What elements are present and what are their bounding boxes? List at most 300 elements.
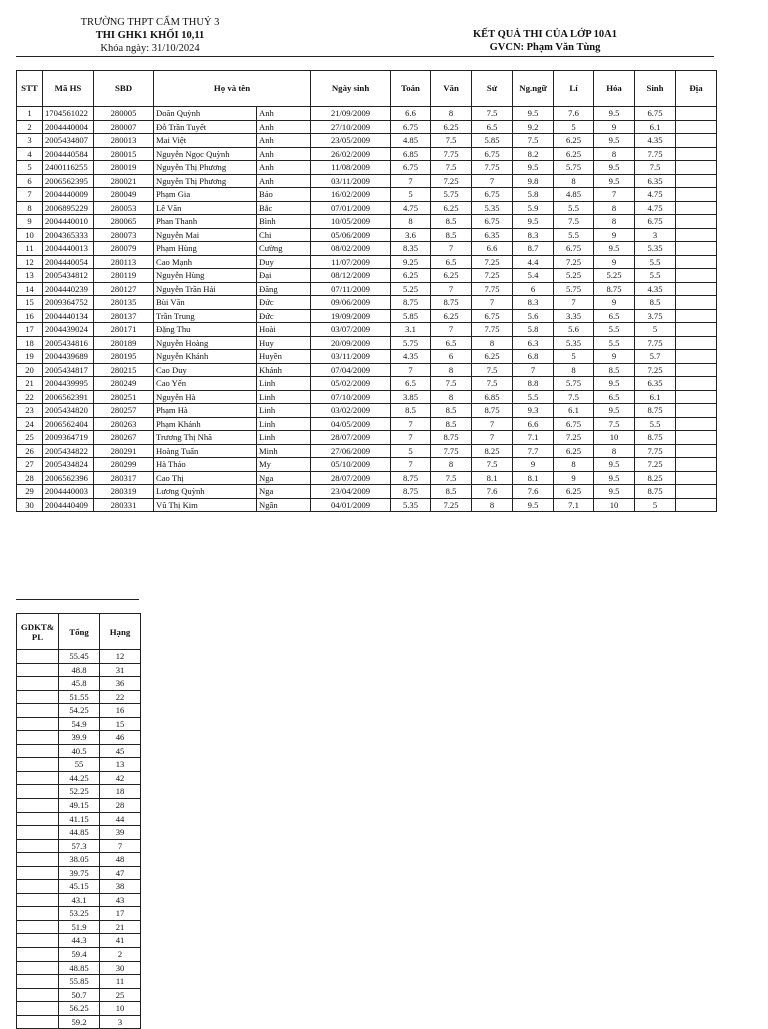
cell-toan: 7 <box>391 458 431 472</box>
cell-stt: 16 <box>17 309 43 323</box>
cell-toan: 5.75 <box>391 336 431 350</box>
cell-sbd: 280073 <box>94 228 154 242</box>
cell-ten: Anh <box>257 174 311 188</box>
cell-sbd: 280135 <box>94 296 154 310</box>
table-row <box>17 323 717 337</box>
cell-li: 5.5 <box>554 228 594 242</box>
cell-toan: 5 <box>391 444 431 458</box>
table-row <box>17 147 717 161</box>
cell-tong: 54.25 <box>59 704 100 718</box>
cell-li: 5.6 <box>554 323 594 337</box>
cell-ngaysinh: 23/05/2009 <box>311 134 391 148</box>
cell-li: 6.75 <box>554 417 594 431</box>
cell-mahs: 2004440134 <box>43 309 94 323</box>
cell-hang: 15 <box>100 717 141 731</box>
cell-dia <box>676 188 717 202</box>
cell-sinh: 5.35 <box>635 242 676 256</box>
cell-hang: 30 <box>100 961 141 975</box>
cell-tong: 38.05 <box>59 853 100 867</box>
cell-li: 6.25 <box>554 134 594 148</box>
cell-stt: 5 <box>17 161 43 175</box>
cell-ngaysinh: 05/02/2009 <box>311 377 391 391</box>
results-body <box>17 107 717 512</box>
cell-li: 6.1 <box>554 404 594 418</box>
cell-hang: 3 <box>100 1015 141 1029</box>
cell-stt: 4 <box>17 147 43 161</box>
cell-stt: 8 <box>17 201 43 215</box>
cell-tong: 39.75 <box>59 866 100 880</box>
cell-sinh: 6.35 <box>635 174 676 188</box>
cell-ten: My <box>257 458 311 472</box>
summary-row <box>17 704 141 718</box>
cell-ho: Nguyễn Mai <box>154 228 257 242</box>
cell-sinh: 4.35 <box>635 134 676 148</box>
cell-gdkt <box>17 704 59 718</box>
cell-sbd: 280079 <box>94 242 154 256</box>
cell-sbd: 280299 <box>94 458 154 472</box>
cell-ten: Hoài <box>257 323 311 337</box>
cell-mahs: 2004440010 <box>43 215 94 229</box>
cell-dia <box>676 282 717 296</box>
cell-toan: 8.75 <box>391 485 431 499</box>
cell-mahs: 2005434822 <box>43 444 94 458</box>
cell-dia <box>676 431 717 445</box>
cell-gdkt <box>17 839 59 853</box>
cell-ngaysinh: 09/06/2009 <box>311 296 391 310</box>
cell-gdkt <box>17 826 59 840</box>
cell-sbd: 280007 <box>94 120 154 134</box>
cell-stt: 30 <box>17 498 43 512</box>
cell-dia <box>676 242 717 256</box>
cell-hoa: 9.5 <box>594 471 635 485</box>
cell-tong: 48.85 <box>59 961 100 975</box>
table-row <box>17 404 717 418</box>
cell-van: 8.75 <box>431 296 472 310</box>
cell-tong: 51.9 <box>59 920 100 934</box>
cell-mahs: 2005434816 <box>43 336 94 350</box>
cell-dia <box>676 174 717 188</box>
cell-stt: 19 <box>17 350 43 364</box>
cell-sinh: 8.75 <box>635 431 676 445</box>
header-gdkt: GDKT& PL <box>17 614 59 650</box>
cell-ho: Doãn Quỳnh <box>154 107 257 121</box>
cell-van: 7.5 <box>431 134 472 148</box>
cell-sinh: 6.75 <box>635 107 676 121</box>
table-row <box>17 377 717 391</box>
cell-ngaysinh: 28/07/2009 <box>311 431 391 445</box>
cell-ngngu: 4.4 <box>513 255 554 269</box>
cell-hoa: 6.5 <box>594 390 635 404</box>
cell-ten: Anh <box>257 107 311 121</box>
cell-su: 7 <box>472 296 513 310</box>
table-row <box>17 120 717 134</box>
cell-sinh: 7.75 <box>635 147 676 161</box>
cell-hang: 22 <box>100 690 141 704</box>
cell-sinh: 6.75 <box>635 215 676 229</box>
summary-row <box>17 853 141 867</box>
cell-sinh: 6.1 <box>635 390 676 404</box>
cell-mahs: 2004365333 <box>43 228 94 242</box>
cell-hoa: 10 <box>594 431 635 445</box>
cell-ngngu: 7.7 <box>513 444 554 458</box>
header-hang: Hạng <box>100 614 141 650</box>
cell-stt: 9 <box>17 215 43 229</box>
cell-toan: 3.1 <box>391 323 431 337</box>
cell-tong: 48.8 <box>59 663 100 677</box>
cell-hoa: 9 <box>594 350 635 364</box>
cell-ho: Cao Thị <box>154 471 257 485</box>
cell-stt: 23 <box>17 404 43 418</box>
cell-sinh: 4.75 <box>635 201 676 215</box>
cell-gdkt <box>17 771 59 785</box>
cell-sbd: 280189 <box>94 336 154 350</box>
cell-van: 6.25 <box>431 201 472 215</box>
table-row <box>17 201 717 215</box>
cell-van: 8 <box>431 458 472 472</box>
cell-mahs: 2006562395 <box>43 174 94 188</box>
cell-su: 6.5 <box>472 120 513 134</box>
cell-ngngu: 9.5 <box>513 498 554 512</box>
cell-gdkt <box>17 893 59 907</box>
cell-toan: 3.85 <box>391 390 431 404</box>
cell-ngngu: 9.3 <box>513 404 554 418</box>
cell-ngngu: 9.5 <box>513 161 554 175</box>
table-row <box>17 485 717 499</box>
summary-row <box>17 961 141 975</box>
cell-van: 7 <box>431 323 472 337</box>
cell-sbd: 280171 <box>94 323 154 337</box>
cell-tong: 59.4 <box>59 948 100 962</box>
cell-gdkt <box>17 1002 59 1016</box>
cell-gdkt <box>17 853 59 867</box>
cell-ho: Bùi Văn <box>154 296 257 310</box>
cell-hoa: 9.5 <box>594 458 635 472</box>
cell-gdkt <box>17 920 59 934</box>
cell-hoa: 9.5 <box>594 404 635 418</box>
cell-ngngu: 8.2 <box>513 147 554 161</box>
summary-row <box>17 677 141 691</box>
cell-li: 4.85 <box>554 188 594 202</box>
cell-dia <box>676 390 717 404</box>
school-header <box>40 16 260 55</box>
teacher-name: GVCN: Phạm Văn Tùng <box>489 42 601 53</box>
summary-row <box>17 771 141 785</box>
cell-mahs: 2006562396 <box>43 471 94 485</box>
cell-gdkt <box>17 961 59 975</box>
cell-toan: 6.5 <box>391 377 431 391</box>
cell-ten: Anh <box>257 147 311 161</box>
cell-ngngu: 8.3 <box>513 228 554 242</box>
cell-su: 6.25 <box>472 350 513 364</box>
cell-ngaysinh: 05/06/2009 <box>311 228 391 242</box>
cell-ngaysinh: 27/10/2009 <box>311 120 391 134</box>
cell-hoa: 8 <box>594 147 635 161</box>
cell-hoa: 9.5 <box>594 485 635 499</box>
cell-ngngu: 7.5 <box>513 134 554 148</box>
header-ngaysinh: Ngày sinh <box>311 71 391 107</box>
cell-dia <box>676 215 717 229</box>
cell-hoa: 10 <box>594 498 635 512</box>
cell-gdkt <box>17 663 59 677</box>
cell-su: 7.6 <box>472 485 513 499</box>
cell-ten: Đức <box>257 296 311 310</box>
cell-tong: 52.25 <box>59 785 100 799</box>
cell-van: 7.5 <box>431 161 472 175</box>
school-name: TRƯỜNG THPT CẨM THUỶ 3 <box>80 17 220 28</box>
summary-row <box>17 731 141 745</box>
cell-li: 9 <box>554 471 594 485</box>
cell-gdkt <box>17 1015 59 1029</box>
header-li: Lí <box>554 71 594 107</box>
cell-su: 7.5 <box>472 377 513 391</box>
cell-sinh: 5.5 <box>635 255 676 269</box>
cell-mahs: 2004440584 <box>43 147 94 161</box>
header-stt: STT <box>17 71 43 107</box>
cell-ngaysinh: 21/09/2009 <box>311 107 391 121</box>
cell-sbd: 280215 <box>94 363 154 377</box>
summary-row <box>17 826 141 840</box>
cell-toan: 5 <box>391 188 431 202</box>
cell-mahs: 2005434820 <box>43 404 94 418</box>
cell-ho: Cao Mạnh <box>154 255 257 269</box>
cell-van: 7.75 <box>431 444 472 458</box>
cell-hang: 46 <box>100 731 141 745</box>
cell-sbd: 280049 <box>94 188 154 202</box>
cell-dia <box>676 377 717 391</box>
cell-mahs: 2005434812 <box>43 269 94 283</box>
cell-su: 8.25 <box>472 444 513 458</box>
cell-su: 7 <box>472 431 513 445</box>
cell-mahs: 2005434824 <box>43 458 94 472</box>
cell-hoa: 8.5 <box>594 363 635 377</box>
cell-hang: 25 <box>100 988 141 1002</box>
cell-sbd: 280331 <box>94 498 154 512</box>
header-ngngu: Ng.ngữ <box>513 71 554 107</box>
cell-mahs: 2009364752 <box>43 296 94 310</box>
cell-toan: 8.35 <box>391 242 431 256</box>
cell-toan: 8.5 <box>391 404 431 418</box>
cell-hang: 28 <box>100 799 141 813</box>
cell-ho: Nguyễn Thị Phương <box>154 174 257 188</box>
cell-sbd: 280137 <box>94 309 154 323</box>
cell-hang: 31 <box>100 663 141 677</box>
table-row <box>17 242 717 256</box>
cell-sbd: 280267 <box>94 431 154 445</box>
cell-hoa: 8 <box>594 215 635 229</box>
cell-ngaysinh: 28/07/2009 <box>311 471 391 485</box>
cell-ngaysinh: 07/04/2009 <box>311 363 391 377</box>
cell-gdkt <box>17 948 59 962</box>
summary-row <box>17 948 141 962</box>
cell-toan: 4.85 <box>391 134 431 148</box>
cell-ten: Linh <box>257 377 311 391</box>
cell-ngaysinh: 23/04/2009 <box>311 485 391 499</box>
cell-ngaysinh: 03/07/2009 <box>311 323 391 337</box>
cell-tong: 55.85 <box>59 975 100 989</box>
cell-ngaysinh: 04/01/2009 <box>311 498 391 512</box>
cell-ten: Bắc <box>257 201 311 215</box>
summary-row <box>17 812 141 826</box>
table-row <box>17 498 717 512</box>
cell-tong: 55 <box>59 758 100 772</box>
cell-toan: 6.25 <box>391 269 431 283</box>
cell-ten: Linh <box>257 431 311 445</box>
cell-toan: 8 <box>391 215 431 229</box>
cell-toan: 5.35 <box>391 498 431 512</box>
summary-row <box>17 758 141 772</box>
cell-sbd: 280251 <box>94 390 154 404</box>
cell-hoa: 9.5 <box>594 134 635 148</box>
cell-li: 7.5 <box>554 215 594 229</box>
cell-sinh: 7.75 <box>635 336 676 350</box>
table-row <box>17 309 717 323</box>
cell-sinh: 4.75 <box>635 188 676 202</box>
cell-su: 5.35 <box>472 201 513 215</box>
cell-ngngu: 9.5 <box>513 107 554 121</box>
cell-mahs: 2006562404 <box>43 417 94 431</box>
cell-van: 8.5 <box>431 417 472 431</box>
cell-ten: Khánh <box>257 363 311 377</box>
cell-hang: 45 <box>100 744 141 758</box>
cell-sinh: 7.25 <box>635 363 676 377</box>
cell-ngngu: 5.8 <box>513 323 554 337</box>
cell-stt: 21 <box>17 377 43 391</box>
cell-li: 7.1 <box>554 498 594 512</box>
cell-stt: 13 <box>17 269 43 283</box>
cell-sinh: 5.5 <box>635 417 676 431</box>
cell-ngaysinh: 11/07/2009 <box>311 255 391 269</box>
cell-ten: Minh <box>257 444 311 458</box>
cell-van: 5.75 <box>431 188 472 202</box>
cell-ho: Trần Trung <box>154 309 257 323</box>
cell-ngaysinh: 08/12/2009 <box>311 269 391 283</box>
cell-tong: 50.7 <box>59 988 100 1002</box>
cell-su: 7.75 <box>472 161 513 175</box>
cell-dia <box>676 417 717 431</box>
cell-hang: 44 <box>100 812 141 826</box>
cell-su: 5.85 <box>472 134 513 148</box>
cell-toan: 5.85 <box>391 309 431 323</box>
summary-divider <box>16 599 139 600</box>
cell-su: 6.6 <box>472 242 513 256</box>
cell-van: 8.5 <box>431 215 472 229</box>
cell-hang: 42 <box>100 771 141 785</box>
cell-tong: 44.85 <box>59 826 100 840</box>
cell-hoa: 9 <box>594 120 635 134</box>
cell-su: 7 <box>472 174 513 188</box>
cell-sbd: 280195 <box>94 350 154 364</box>
cell-ngaysinh: 27/06/2009 <box>311 444 391 458</box>
cell-toan: 3.6 <box>391 228 431 242</box>
exam-name: THI GHK1 KHỐI 10,11 <box>95 30 205 41</box>
cell-sbd: 280065 <box>94 215 154 229</box>
cell-mahs: 1704561022 <box>43 107 94 121</box>
cell-ngngu: 5.9 <box>513 201 554 215</box>
cell-stt: 24 <box>17 417 43 431</box>
cell-su: 7.75 <box>472 323 513 337</box>
cell-sbd: 280053 <box>94 201 154 215</box>
cell-sinh: 4.35 <box>635 282 676 296</box>
cell-li: 7.25 <box>554 431 594 445</box>
cell-mahs: 2400116255 <box>43 161 94 175</box>
cell-sbd: 280317 <box>94 471 154 485</box>
cell-van: 7.5 <box>431 377 472 391</box>
cell-dia <box>676 147 717 161</box>
cell-toan: 7 <box>391 174 431 188</box>
cell-hoa: 7 <box>594 188 635 202</box>
cell-hoa: 5.25 <box>594 269 635 283</box>
cell-van: 6.25 <box>431 269 472 283</box>
summary-row <box>17 839 141 853</box>
cell-ngaysinh: 07/10/2009 <box>311 390 391 404</box>
summary-row <box>17 717 141 731</box>
cell-sinh: 5 <box>635 498 676 512</box>
cell-ngaysinh: 03/02/2009 <box>311 404 391 418</box>
cell-sinh: 7.5 <box>635 161 676 175</box>
cell-stt: 29 <box>17 485 43 499</box>
cell-ten: Duy <box>257 255 311 269</box>
cell-li: 8 <box>554 458 594 472</box>
cell-ngngu: 6 <box>513 282 554 296</box>
cell-ngngu: 7.6 <box>513 485 554 499</box>
cell-li: 3.35 <box>554 309 594 323</box>
table-row <box>17 350 717 364</box>
table-row <box>17 417 717 431</box>
cell-su: 8 <box>472 336 513 350</box>
cell-ten: Cường <box>257 242 311 256</box>
cell-hang: 48 <box>100 853 141 867</box>
cell-hoa: 9.5 <box>594 174 635 188</box>
cell-ho: Nguyễn Trần Hải <box>154 282 257 296</box>
cell-hoa: 8 <box>594 444 635 458</box>
cell-sbd: 280005 <box>94 107 154 121</box>
header-tong: Tổng <box>59 614 100 650</box>
cell-van: 8 <box>431 363 472 377</box>
cell-van: 8.5 <box>431 404 472 418</box>
cell-stt: 12 <box>17 255 43 269</box>
cell-sbd: 280013 <box>94 134 154 148</box>
cell-gdkt <box>17 758 59 772</box>
cell-van: 6.5 <box>431 336 472 350</box>
summary-row <box>17 907 141 921</box>
cell-hang: 13 <box>100 758 141 772</box>
cell-stt: 20 <box>17 363 43 377</box>
cell-ngaysinh: 07/11/2009 <box>311 282 391 296</box>
cell-li: 5 <box>554 350 594 364</box>
cell-gdkt <box>17 677 59 691</box>
cell-hang: 17 <box>100 907 141 921</box>
table-row <box>17 336 717 350</box>
cell-toan: 6.6 <box>391 107 431 121</box>
cell-ho: Phạm Khánh <box>154 417 257 431</box>
cell-hoa: 9.5 <box>594 242 635 256</box>
cell-hoa: 9.5 <box>594 161 635 175</box>
cell-sinh: 6.1 <box>635 120 676 134</box>
cell-hoa: 6.5 <box>594 309 635 323</box>
cell-ho: Nguyễn Khánh <box>154 350 257 364</box>
cell-su: 6.75 <box>472 215 513 229</box>
cell-ngngu: 8.7 <box>513 242 554 256</box>
cell-ngngu: 5.8 <box>513 188 554 202</box>
cell-gdkt <box>17 690 59 704</box>
cell-stt: 27 <box>17 458 43 472</box>
cell-sbd: 280263 <box>94 417 154 431</box>
cell-ngngu: 9.5 <box>513 215 554 229</box>
cell-li: 8 <box>554 174 594 188</box>
header-mahs: Mã HS <box>43 71 94 107</box>
cell-van: 8.75 <box>431 431 472 445</box>
cell-hoa: 9 <box>594 255 635 269</box>
